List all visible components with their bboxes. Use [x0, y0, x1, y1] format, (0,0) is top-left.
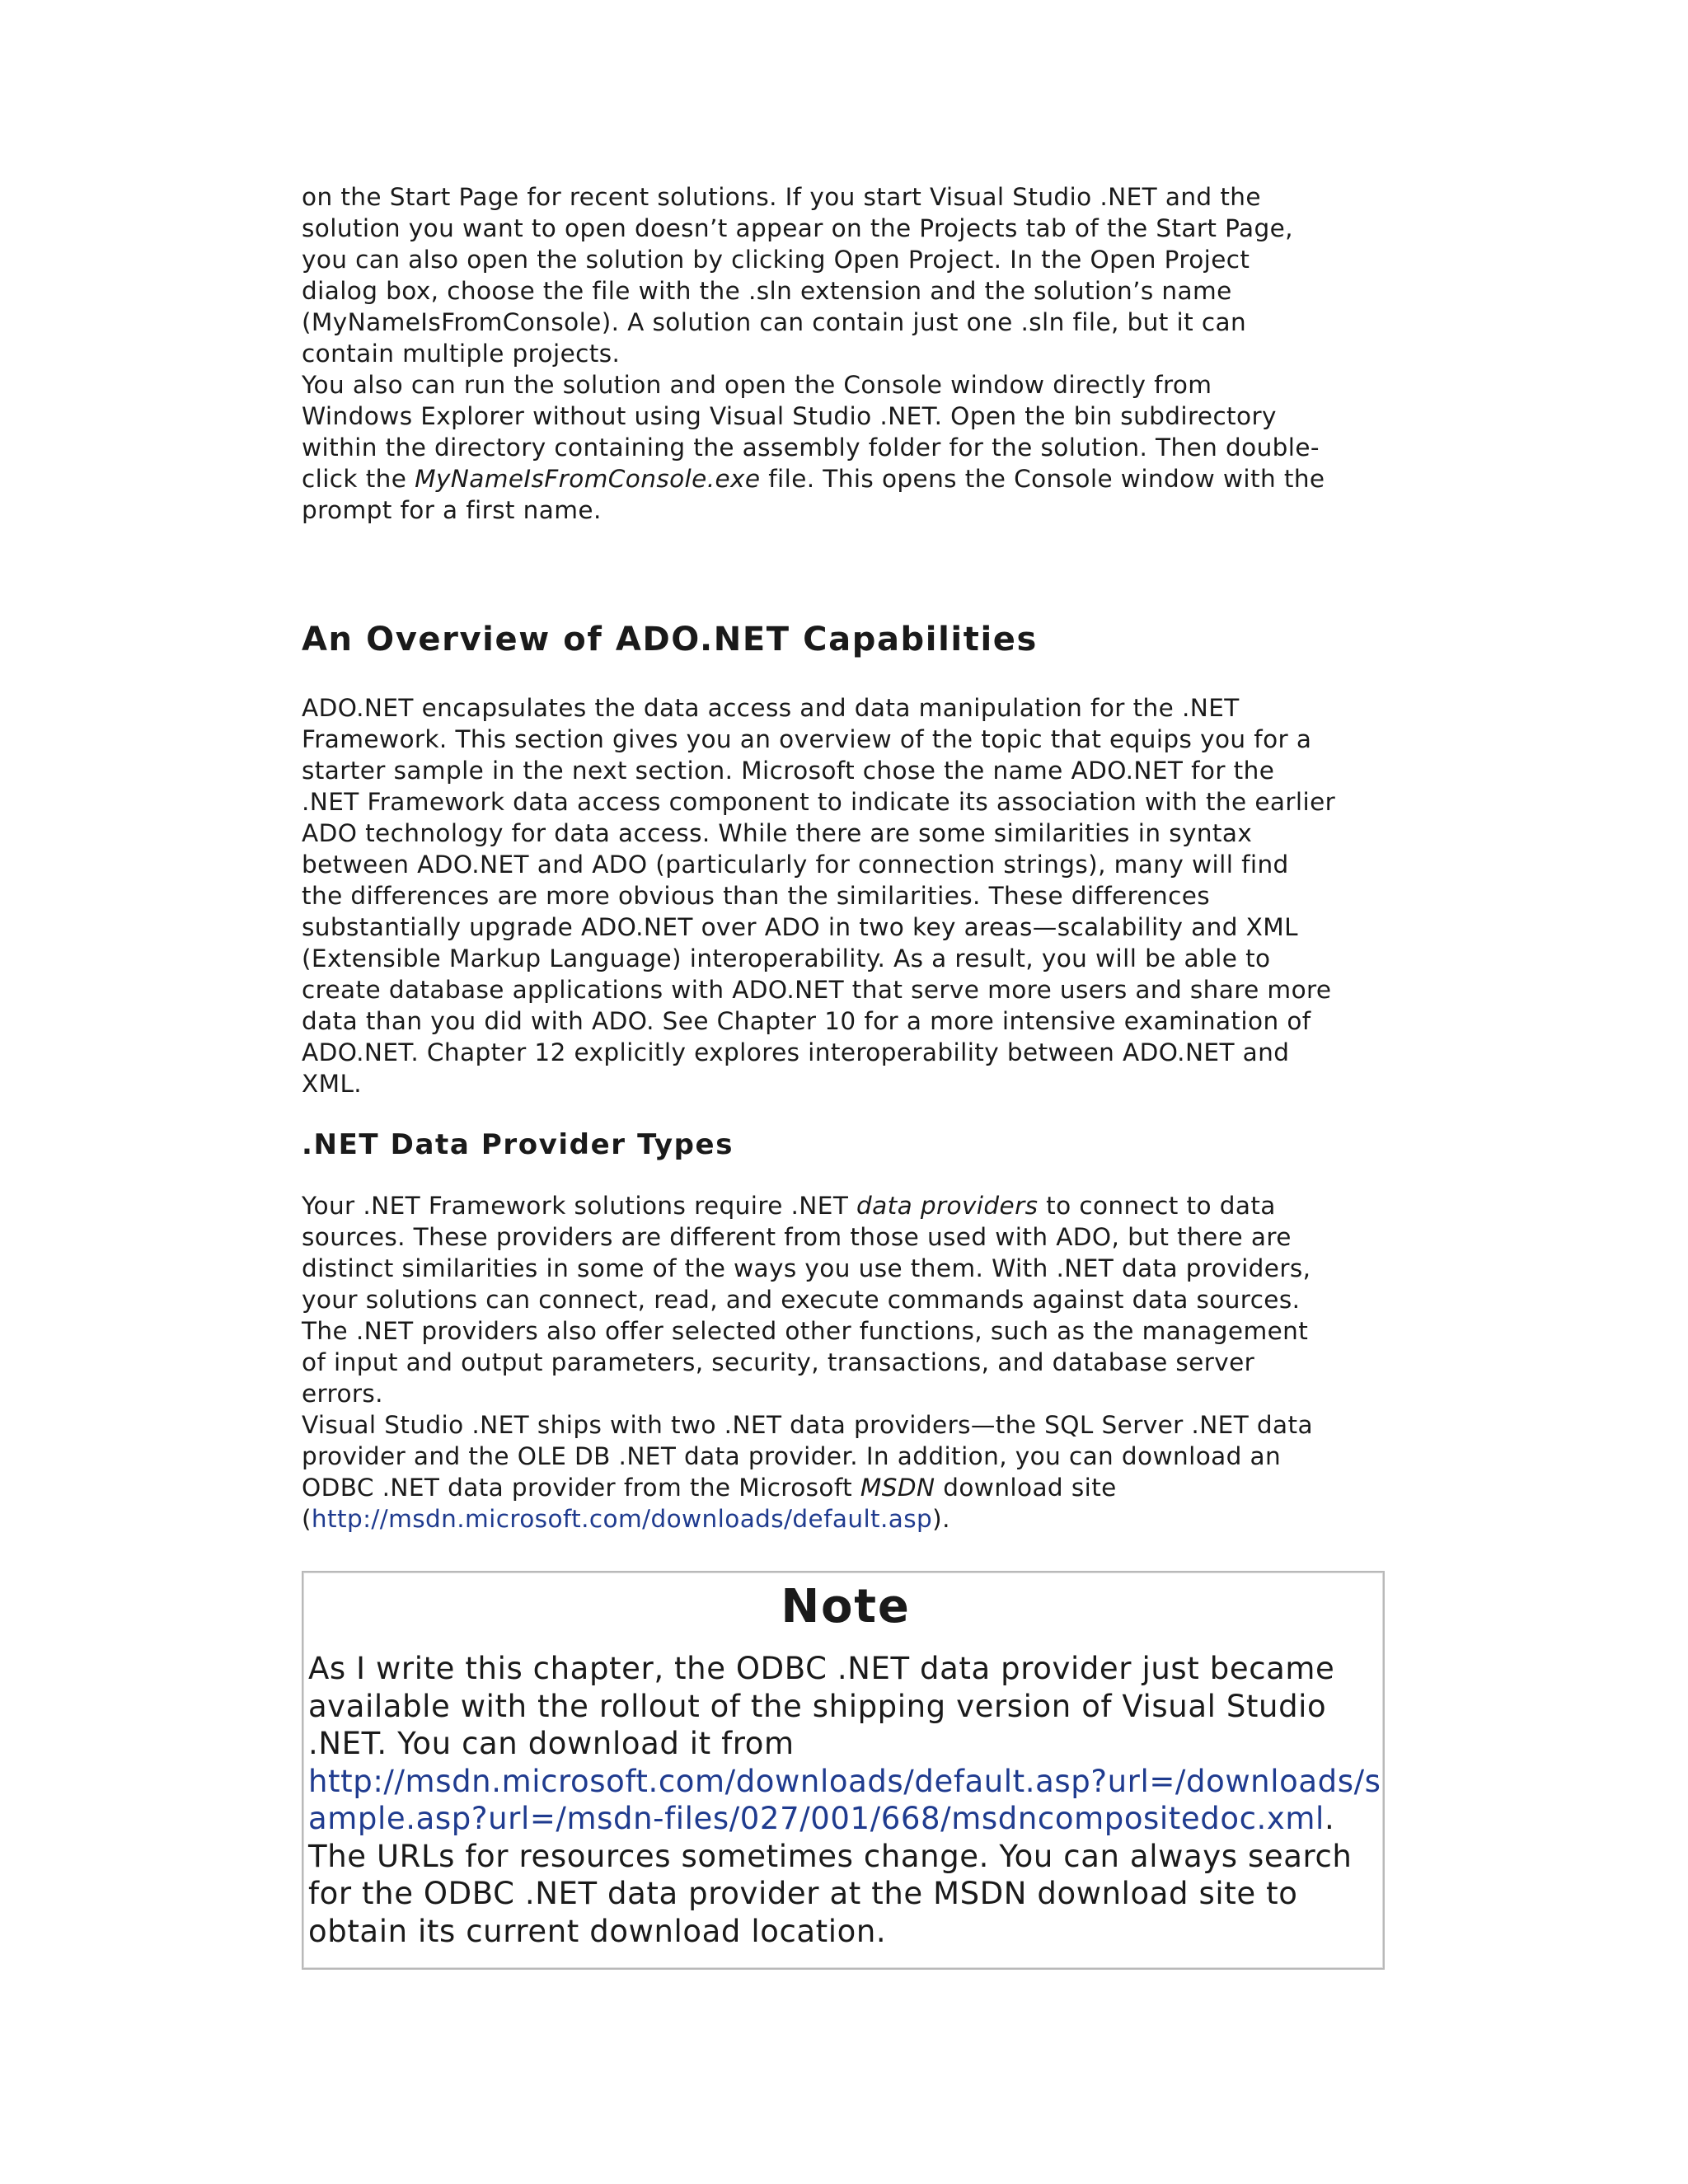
- filename-emphasis: MyNameIsFromConsole.exe: [415, 465, 761, 493]
- intro-paragraph-1: [302, 181, 1390, 369]
- text-line: [308, 1763, 1383, 1801]
- text-line: errors.: [302, 1380, 383, 1408]
- text-line: [302, 463, 1390, 494]
- text-line: solution you want to open doesn’t appear on the Projects tab of the Start Page,: [302, 214, 1293, 242]
- text-line: [302, 1190, 1390, 1221]
- text-line: your solutions can connect, read, and execute commands against data sources.: [302, 1286, 1301, 1314]
- text-line: substantially upgrade ADO.NET over ADO in two key areas—scalability and XML: [302, 913, 1298, 941]
- text-line: The .NET providers also offer selected other functions, such as the management: [302, 1317, 1309, 1345]
- note-title: Note: [781, 1580, 911, 1633]
- text-line: on the Start Page for recent solutions. If you start Visual Studio .NET and the: [302, 183, 1261, 211]
- text-line: As I write this chapter, the ODBC .NET data provider just became: [308, 1651, 1335, 1686]
- text-line: between ADO.NET and ADO (particularly for connection strings), many will find: [302, 851, 1289, 879]
- text-line: within the directory containing the assembly folder for the solution. Then double-: [302, 434, 1320, 462]
- text-fragment: download site: [935, 1474, 1117, 1502]
- text-line: [302, 1503, 1390, 1535]
- text-line: ADO.NET. Chapter 12 explicitly explores interoperability between ADO.NET and: [302, 1038, 1290, 1066]
- note-body: [308, 1650, 1383, 1950]
- text-line: available with the rollout of the shipping version of Visual Studio: [308, 1688, 1327, 1724]
- text-line: XML.: [302, 1070, 363, 1098]
- text-line: dialog box, choose the file with the .sln extension and the solution’s name: [302, 277, 1232, 305]
- text-line: .NET. You can download it from: [308, 1726, 795, 1761]
- text-line: Visual Studio .NET ships with two .NET data providers—the SQL Server .NET data: [302, 1411, 1313, 1439]
- text-line: you can also open the solution by clicking Open Project. In the Open Project: [302, 246, 1250, 274]
- text-line: prompt for a first name.: [302, 496, 602, 524]
- text-line: obtain its current download location.: [308, 1913, 887, 1949]
- text-line: ADO technology for data access. While there are some similarities in syntax: [302, 819, 1253, 847]
- text-line: sources. These providers are different from those used with ADO, but there are: [302, 1223, 1292, 1251]
- text-line: starter sample in the next section. Microsoft chose the name ADO.NET for the: [302, 757, 1275, 785]
- intro-paragraph-2: [302, 369, 1390, 526]
- odbc-download-link-part-1[interactable]: http://msdn.microsoft.com/downloads/default.asp?url=/downloads/s: [308, 1763, 1381, 1799]
- text-line: distinct similarities in some of the ways you use them. With .NET data providers,: [302, 1254, 1311, 1282]
- text-fragment: .: [1324, 1801, 1335, 1836]
- text-line: create database applications with ADO.NET that serve more users and share more: [302, 976, 1332, 1004]
- data-providers-paragraph-2: [302, 1409, 1390, 1535]
- text-line: .NET Framework data access component to indicate its association with the earlier: [302, 788, 1336, 816]
- text-fragment: ).: [932, 1505, 950, 1533]
- text-line: (Extensible Markup Language) interoperability. As a result, you will be able to: [302, 944, 1271, 972]
- text-line: of input and output parameters, security, transactions, and database server: [302, 1348, 1255, 1376]
- text-line: [308, 1800, 1383, 1838]
- text-line: Framework. This section gives you an overview of the topic that equips you for a: [302, 725, 1312, 753]
- subsection-heading-data-provider-types: .NET Data Provider Types: [302, 1128, 734, 1161]
- text-fragment: ODBC .NET data provider from the Microsoft: [302, 1474, 860, 1502]
- text-line: the differences are more obvious than the similarities. These differences: [302, 882, 1211, 910]
- page-content: [302, 181, 1390, 1535]
- odbc-download-link-part-2[interactable]: ample.asp?url=/msdn-files/027/001/668/msdncompositedoc.xml: [308, 1801, 1325, 1836]
- term-emphasis: data providers: [856, 1192, 1039, 1220]
- text-line: (MyNameIsFromConsole). A solution can contain just one .sln file, but it can: [302, 308, 1247, 336]
- text-fragment: Your .NET Framework solutions require .NET: [302, 1192, 857, 1220]
- text-fragment: click the: [302, 465, 415, 493]
- text-line: for the ODBC .NET data provider at the MSDN download site to: [308, 1876, 1298, 1911]
- text-line: contain multiple projects.: [302, 340, 621, 368]
- ado-overview-paragraph: [302, 692, 1390, 1099]
- text-line: [302, 1472, 1390, 1503]
- note-box: [302, 1571, 1385, 1970]
- text-line: ADO.NET encapsulates the data access and data manipulation for the .NET: [302, 694, 1240, 722]
- section-heading-ado-overview: An Overview of ADO.NET Capabilities: [302, 621, 1038, 658]
- text-line: Windows Explorer without using Visual Studio .NET. Open the bin subdirectory: [302, 402, 1277, 430]
- text-fragment: (: [302, 1505, 312, 1533]
- text-line: data than you did with ADO. See Chapter 10 for a more intensive examination of: [302, 1007, 1311, 1035]
- text-line: The URLs for resources sometimes change. You can always search: [308, 1838, 1353, 1874]
- text-line: provider and the OLE DB .NET data provider. In addition, you can download an: [302, 1442, 1282, 1470]
- text-line: You also can run the solution and open the Console window directly from: [302, 371, 1212, 399]
- text-fragment: to connect to data: [1038, 1192, 1276, 1220]
- msdn-emphasis: MSDN: [860, 1474, 935, 1502]
- data-providers-paragraph-1: [302, 1190, 1390, 1409]
- text-fragment: file. This opens the Console window with the: [760, 465, 1325, 493]
- msdn-downloads-link[interactable]: http://msdn.microsoft.com/downloads/default.asp: [311, 1505, 933, 1533]
